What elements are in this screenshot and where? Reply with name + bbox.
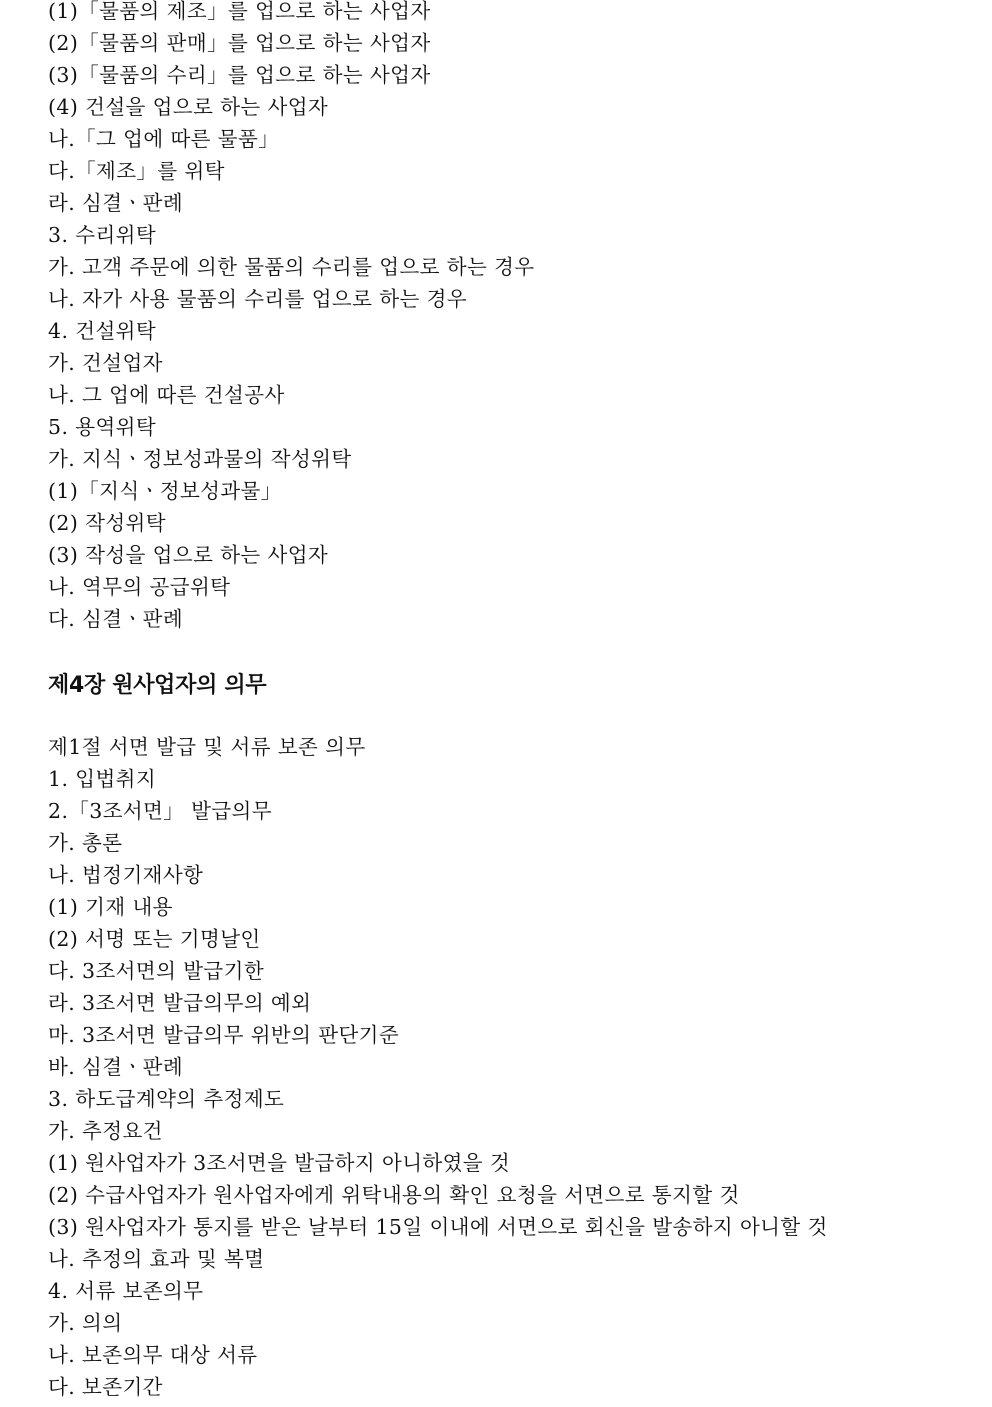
outline-item: 라. 3조서면 발급의무의 예외 [48,991,312,1015]
outline-item: 4. 서류 보존의무 [48,1279,204,1303]
outline-item: 나. 자가 사용 물품의 수리를 업으로 하는 경우 [48,287,467,311]
outline-item: 다. 보존기간 [48,1375,163,1399]
outline-item: (2) 서명 또는 기명날인 [48,927,261,951]
outline-item: (1) 기재 내용 [48,895,173,919]
outline-item: (4) 건설을 업으로 하는 사업자 [48,95,329,119]
chapter-heading: 제4장 원사업자의 의무 [48,673,267,698]
outline-item: 3. 하도급계약의 추정제도 [48,1087,285,1111]
outline-item: 나. 역무의 공급위탁 [48,575,231,599]
outline-item: (2) 작성위탁 [48,511,166,535]
outline-item: 다.「제조」를 위탁 [48,159,225,183]
outline-item: 나.「그 업에 따른 물품」 [48,127,280,151]
outline-item: 다. 심결ㆍ판례 [48,607,184,631]
outline-item: 나. 추정의 효과 및 복멸 [48,1247,265,1271]
outline-item: (2) 수급사업자가 원사업자에게 위탁내용의 확인 요청을 서면으로 통지할 것 [48,1183,740,1207]
outline-item: 3. 수리위탁 [48,223,157,247]
outline-item: 가. 추정요건 [48,1119,163,1143]
outline-item: 나. 보존의무 대상 서류 [48,1343,258,1367]
outline-item: 4. 건설위탁 [48,319,157,343]
outline-item: 가. 고객 주문에 의한 물품의 수리를 업으로 하는 경우 [48,255,535,279]
outline-item: 가. 지식ㆍ정보성과물의 작성위탁 [48,447,352,471]
outline-item: 가. 건설업자 [48,351,163,375]
outline-item: 마. 3조서면 발급의무 위반의 판단기준 [48,1023,400,1047]
document-page [48,0,968,1407]
outline-item: (2)「물품의 판매」를 업으로 하는 사업자 [48,31,431,55]
outline-item: 가. 의의 [48,1311,123,1335]
outline-item: 다. 3조서면의 발급기한 [48,959,265,983]
outline-item: 1. 입법취지 [48,767,157,791]
outline-item: 나. 그 업에 따른 건설공사 [48,383,285,407]
outline-item: (1)「물품의 제조」를 업으로 하는 사업자 [48,0,431,23]
outline-item: 2.「3조서면」 발급의무 [48,799,272,823]
outline-item: 나. 법정기재사항 [48,863,204,887]
section-title: 제1절 서면 발급 및 서류 보존 의무 [48,735,366,759]
outline-item: 바. 심결ㆍ판례 [48,1055,184,1079]
outline-item: (1) 원사업자가 3조서면을 발급하지 아니하였을 것 [48,1151,511,1175]
outline-item: (3)「물품의 수리」를 업으로 하는 사업자 [48,63,431,87]
outline-item: 라. 심결ㆍ판례 [48,191,184,215]
outline-item: 5. 용역위탁 [48,415,157,439]
outline-item: 가. 총론 [48,831,123,855]
outline-item: (1)「지식ㆍ정보성과물」 [48,479,282,503]
outline-item: (3) 원사업자가 통지를 받은 날부터 15일 이내에 서면으로 회신을 발송하지 아니할 것 [48,1215,828,1239]
outline-item: (3) 작성을 업으로 하는 사업자 [48,543,329,567]
outline-block-chapter-4 [48,735,968,1407]
outline-block-continued [48,0,968,639]
